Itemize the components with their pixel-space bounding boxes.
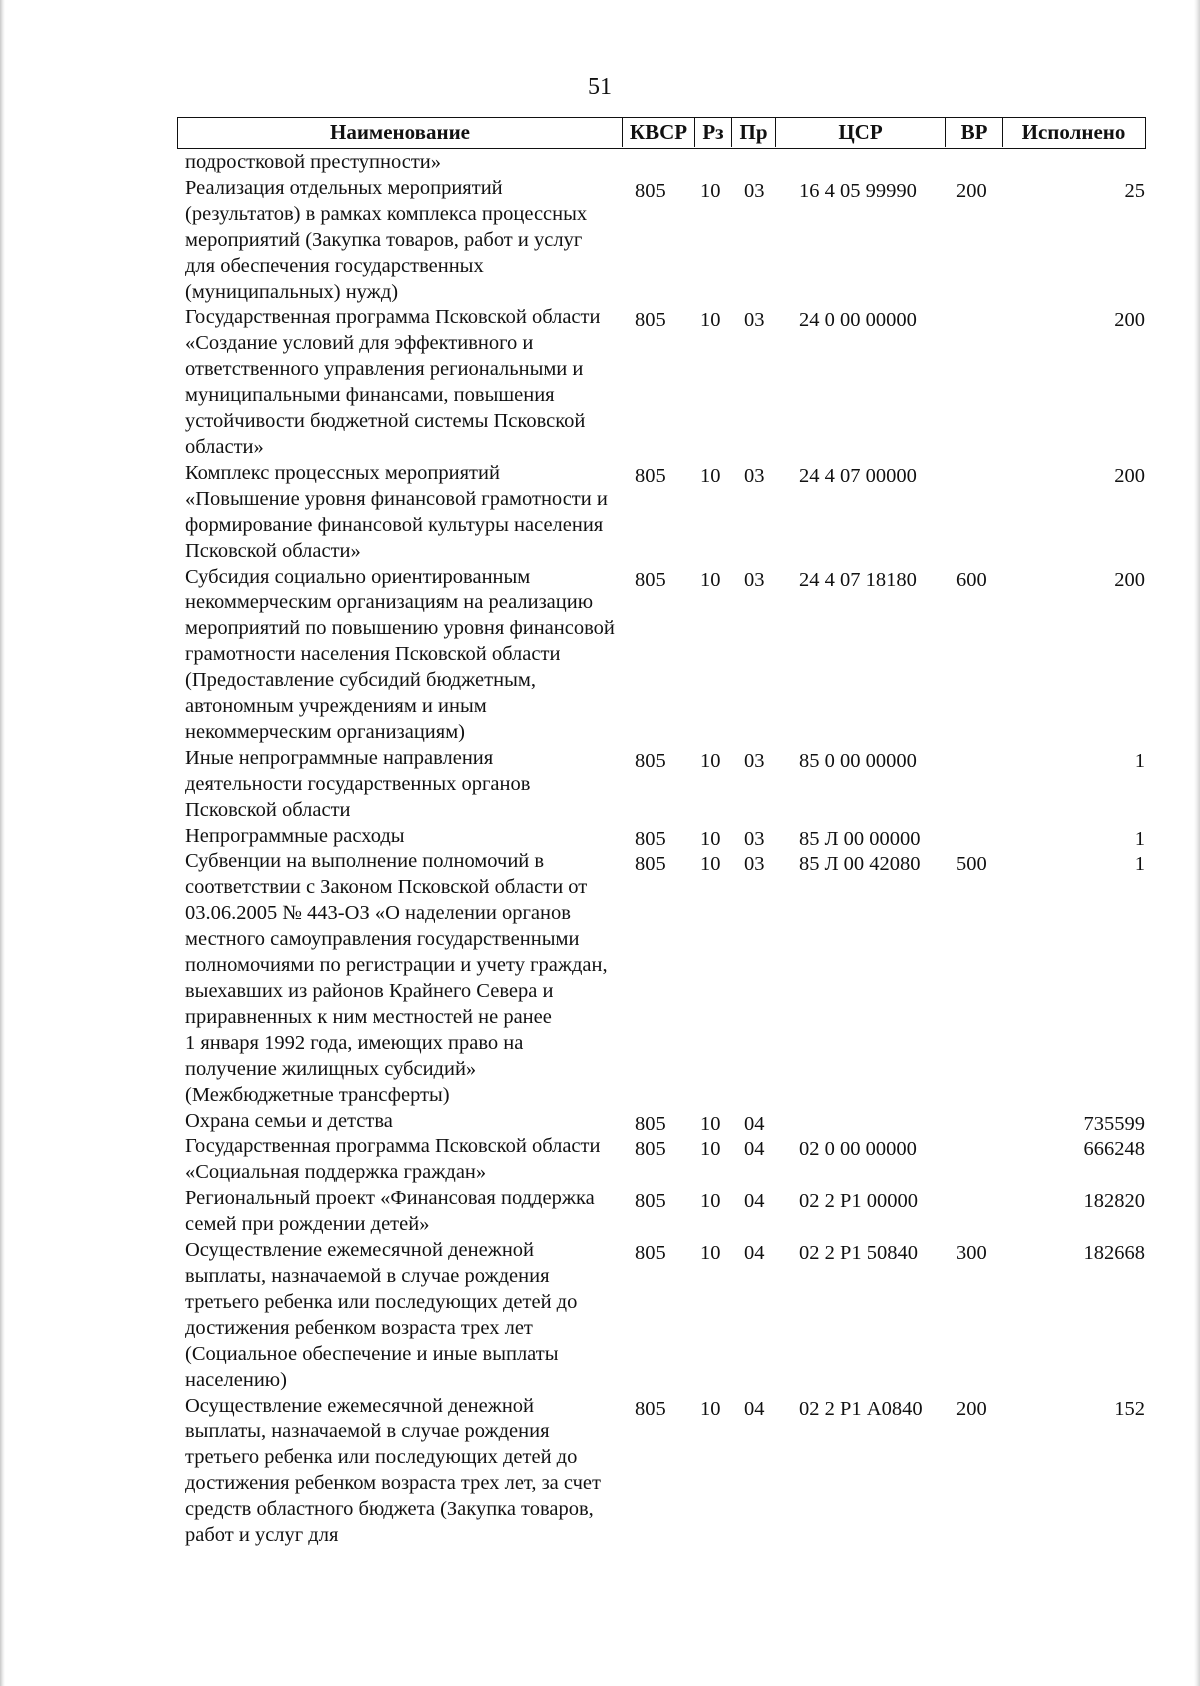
row-vr: 200 — [956, 179, 987, 202]
row-rz: 10 — [700, 1242, 721, 1265]
row-csr: 24 4 07 18180 — [799, 568, 917, 591]
row-name: Субсидия социально ориентированным некоммерческим организациям на реализацию мероприятий по повышению уровня финансовой грамотности населения Псковской области (Предоставление субсидий бюджетным, автономным учреждениям и иным некоммерческим организациям) — [185, 565, 615, 743]
row-vr: 500 — [956, 853, 987, 876]
table-row — [185, 305, 1145, 460]
row-name: Региональный проект «Финансовая поддержка семей при рождении детей» — [185, 1187, 595, 1236]
table-row — [185, 176, 1145, 306]
row-name: Осуществление ежемесячной денежной выплаты, назначаемой в случае рождения третьего ребенка или последующих детей до достижения ребенком возраста трех лет (Социальное обеспечение и иные выплаты населению) — [185, 1239, 578, 1391]
row-pr: 03 — [744, 749, 765, 772]
row-ispolneno: 735599 — [1083, 1112, 1145, 1135]
row-ispolneno: 1 — [1134, 827, 1145, 850]
row-pr: 04 — [744, 1242, 765, 1265]
scan-edge-left — [0, 0, 5, 1686]
scan-edge-right — [1194, 0, 1200, 1686]
table-row — [185, 849, 1145, 1108]
row-pr: 03 — [744, 827, 765, 850]
row-kvsr: 805 — [635, 309, 666, 332]
row-ispolneno: 1 — [1134, 749, 1145, 772]
header-csr: ЦСР — [776, 118, 946, 147]
row-name: Реализация отдельных мероприятий (результатов) в рамках комплекса процессных мероприятий (Закупка товаров, работ и услуг для обеспечения государственных (муниципальных) нужд) — [185, 176, 588, 303]
row-csr: 24 0 00 00000 — [799, 309, 917, 332]
row-kvsr: 805 — [635, 464, 666, 487]
row-rz: 10 — [700, 1397, 721, 1420]
row-rz: 10 — [700, 179, 721, 202]
row-kvsr: 805 — [635, 568, 666, 591]
row-rz: 10 — [700, 309, 721, 332]
row-csr: 02 2 Р1 50840 — [799, 1242, 919, 1265]
row-name: Непрограммные расходы — [185, 824, 405, 847]
row-csr: 02 2 Р1 А0840 — [799, 1397, 923, 1420]
row-pr: 03 — [744, 179, 765, 202]
row-pr: 04 — [744, 1190, 765, 1213]
row-ispolneno: 200 — [1114, 309, 1145, 332]
page-number: 51 — [588, 74, 612, 100]
row-vr: 300 — [956, 1242, 987, 1265]
row-pr: 04 — [744, 1138, 765, 1161]
table-row — [185, 1109, 1145, 1135]
row-csr: 85 Л 00 42080 — [799, 853, 921, 876]
row-kvsr: 805 — [635, 1242, 666, 1265]
row-kvsr: 805 — [635, 1397, 666, 1420]
row-rz: 10 — [700, 827, 721, 850]
row-rz: 10 — [700, 464, 721, 487]
row-csr: 85 Л 00 00000 — [799, 827, 921, 850]
row-kvsr: 805 — [635, 1138, 666, 1161]
row-name: Субвенции на выполнение полномочий в соответствии с Законом Псковской области от 03.06.2005 № 443-ОЗ «О наделении органов местного самоуправления государственными полномочиями по регистрации и учету граждан, выехавших из районов Крайнего Севера и приравненных к ним местностей не ранее 1 января 1992 года, имеющих право на получение жилищных субсидий» (Межбюджетные трансферты) — [185, 850, 608, 1106]
row-kvsr: 805 — [635, 1190, 666, 1213]
row-ispolneno: 200 — [1114, 464, 1145, 487]
row-rz: 10 — [700, 568, 721, 591]
row-name: Государственная программа Псковской области «Создание условий для эффективного и ответственного управления региональными и муниципальными финансами, повышения устойчивости бюджетной системы Псковской области» — [185, 306, 601, 458]
row-kvsr: 805 — [635, 179, 666, 202]
header-pr: Пр — [732, 118, 776, 147]
table-row — [185, 1134, 1145, 1186]
row-name: Иные непрограммные направления деятельности государственных органов Псковской области — [185, 746, 531, 821]
row-name: Осуществление ежемесячной денежной выплаты, назначаемой в случае рождения третьего ребенка или последующих детей до достижения ребенком возраста трех лет, за счет средств областного бюджета (Закупка товаров, работ и услуг для — [185, 1394, 601, 1547]
row-pr: 03 — [744, 309, 765, 332]
header-kvsr: КВСР — [623, 118, 695, 147]
row-csr: 02 2 Р1 00000 — [799, 1190, 919, 1213]
row-csr: 02 0 00 00000 — [799, 1138, 917, 1161]
row-name: Государственная программа Псковской области «Социальная поддержка граждан» — [185, 1135, 601, 1184]
row-vr: 600 — [956, 568, 987, 591]
header-vr: ВР — [946, 118, 1003, 147]
row-pr: 04 — [744, 1397, 765, 1420]
row-kvsr: 805 — [635, 1112, 666, 1135]
row-ispolneno: 1 — [1134, 853, 1145, 876]
row-csr: 24 4 07 00000 — [799, 464, 917, 487]
table-row — [185, 824, 1145, 850]
row-ispolneno: 200 — [1114, 568, 1145, 591]
row-rz: 10 — [700, 1112, 721, 1135]
table-header — [177, 117, 1146, 149]
header-rz: Рз — [695, 118, 732, 147]
table-row — [185, 746, 1145, 824]
row-rz: 10 — [700, 1138, 721, 1161]
row-ispolneno: 182820 — [1083, 1190, 1145, 1213]
table-row — [185, 461, 1145, 565]
row-pr: 04 — [744, 1112, 765, 1135]
table-row — [185, 1186, 1145, 1238]
row-name: Охрана семьи и детства — [185, 1109, 393, 1132]
row-name: подростковой преступности» — [185, 151, 442, 173]
row-kvsr: 805 — [635, 853, 666, 876]
header-ispolneno: Исполнено — [1021, 120, 1126, 144]
row-rz: 10 — [700, 749, 721, 772]
row-pr: 03 — [744, 568, 765, 591]
row-pr: 03 — [744, 853, 765, 876]
header-name: Наименование — [178, 118, 623, 147]
row-csr: 85 0 00 00000 — [799, 749, 917, 772]
table-row — [185, 1394, 1145, 1549]
table-row — [185, 565, 1145, 746]
row-ispolneno: 25 — [1124, 179, 1145, 202]
row-pr: 03 — [744, 464, 765, 487]
table-row — [185, 1238, 1145, 1393]
row-ispolneno: 666248 — [1083, 1138, 1145, 1161]
row-ispolneno: 182668 — [1083, 1242, 1145, 1265]
table-body — [185, 150, 1145, 1549]
row-csr: 16 4 05 99990 — [799, 179, 917, 202]
row-rz: 10 — [700, 1190, 721, 1213]
row-rz: 10 — [700, 853, 721, 876]
row-kvsr: 805 — [635, 749, 666, 772]
table-row — [185, 150, 1145, 176]
row-name: Комплекс процессных мероприятий «Повышение уровня финансовой грамотности и формирование финансовой культуры населения Псковской области» — [185, 461, 608, 562]
row-kvsr: 805 — [635, 827, 666, 850]
row-vr: 200 — [956, 1397, 987, 1420]
row-ispolneno: 152 — [1114, 1397, 1145, 1420]
